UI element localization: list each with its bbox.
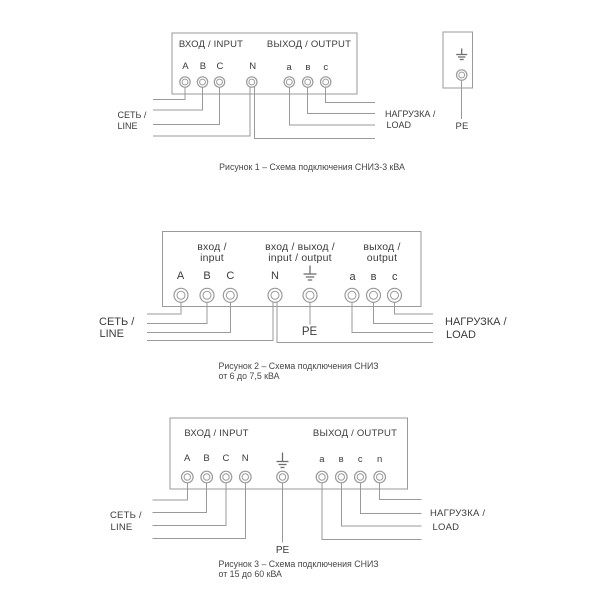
figure1-pe-box bbox=[443, 32, 473, 88]
f2-terminal-c-label: C bbox=[226, 270, 235, 282]
f2-wire-b-line bbox=[147, 302, 207, 323]
f2-terminal-b bbox=[200, 288, 214, 302]
f1-terminal-b bbox=[197, 77, 207, 87]
f1-output-header: ВЫХОД / OUTPUT bbox=[266, 39, 352, 50]
f3-input-header: ВХОД / INPUT bbox=[184, 427, 249, 439]
f3-terminal-c bbox=[220, 471, 232, 483]
f2-wire-b-out-load bbox=[374, 302, 434, 323]
f2-terminal-b-out-label: в bbox=[370, 271, 377, 283]
f3-load-label-ru: НАГРУЗКА / bbox=[430, 508, 486, 519]
f3-line-label-ru: СЕТЬ / bbox=[110, 509, 142, 521]
f1-terminal-a-out-label: а bbox=[286, 61, 293, 73]
f3-terminal-b bbox=[201, 471, 213, 483]
f3-terminal-a bbox=[182, 471, 194, 483]
f2-wire-a-line bbox=[147, 302, 181, 314]
f3-line-label-en: LINE bbox=[110, 521, 133, 533]
f1-terminal-c-out-label: с bbox=[323, 61, 329, 73]
f2-terminal-c bbox=[223, 288, 237, 302]
f3-terminal-a-out-label: а bbox=[319, 453, 325, 465]
f1-terminal-b-label: B bbox=[199, 60, 207, 72]
f1-wire-b-line bbox=[153, 87, 203, 110]
f3-terminal-n-out-label: n bbox=[376, 453, 383, 465]
f1-wire-b-out-load bbox=[308, 87, 375, 113]
f2-io-header-en: input / output bbox=[268, 251, 332, 264]
figure2-caption-line1: Рисунок 2 – Схема подключения СНИЗ bbox=[218, 360, 379, 371]
f2-io-header-ru: вход / выход / bbox=[265, 240, 335, 253]
f3-terminal-c-out bbox=[355, 471, 367, 483]
f2-output-header-en: output bbox=[366, 251, 398, 264]
f1-terminal-a bbox=[180, 77, 190, 87]
ground-icon bbox=[304, 266, 317, 281]
f3-terminal-b-out bbox=[336, 471, 348, 483]
f1-wire-a-line bbox=[153, 87, 185, 99]
f1-terminal-n bbox=[247, 77, 257, 87]
f3-terminal-a-label: A bbox=[184, 452, 191, 464]
f2-pe-label: PE bbox=[301, 325, 318, 338]
f1-wire-c-line bbox=[153, 87, 220, 124]
f3-wire-b-line bbox=[153, 483, 207, 513]
f3-terminal-a-out bbox=[316, 471, 328, 483]
f3-terminal-c-label: C bbox=[222, 452, 230, 464]
f2-line-label-en: LINE bbox=[99, 328, 124, 340]
f3-output-header: ВЫХОД / OUTPUT bbox=[312, 427, 398, 439]
f3-terminal-n-label: N bbox=[241, 452, 249, 464]
figure3-caption-line2: от 15 до 60 кВА bbox=[218, 568, 282, 579]
f2-load-label-ru: НАГРУЗКА / bbox=[445, 315, 507, 328]
f3-wire-n-line bbox=[153, 483, 246, 538]
f3-terminal-b-out-label: в bbox=[338, 453, 344, 465]
f1-load-label-ru: НАГРУЗКА / bbox=[385, 108, 436, 119]
f3-terminal-b-label: B bbox=[203, 452, 210, 464]
f2-terminal-b-label: B bbox=[203, 270, 211, 282]
f1-terminal-c-label: C bbox=[216, 60, 224, 72]
f3-wire-a-out-load bbox=[322, 483, 422, 539]
f1-terminal-c-out bbox=[321, 77, 331, 87]
f3-wire-n-out-load bbox=[380, 483, 422, 499]
f1-line-label-en: LINE bbox=[117, 120, 138, 131]
f3-load-label-en: LOAD bbox=[432, 521, 460, 533]
f1-terminal-b-out-label: в bbox=[305, 61, 311, 73]
f1-load-label-en: LOAD bbox=[386, 120, 412, 130]
f1-wire-n-load bbox=[255, 87, 376, 138]
f2-input-header-ru: вход / bbox=[197, 240, 227, 253]
f3-terminal-c-out-label: с bbox=[357, 453, 363, 465]
f1-terminal-n-label: N bbox=[249, 60, 257, 72]
f2-terminal-n-label: N bbox=[271, 270, 279, 282]
f2-output-header-ru: выход / bbox=[363, 240, 401, 253]
f2-line-label-ru: СЕТЬ / bbox=[99, 315, 135, 328]
f2-input-header-en: input bbox=[200, 251, 224, 264]
f3-pe-label: PE bbox=[275, 544, 290, 556]
f2-terminal-c-out bbox=[388, 288, 402, 302]
f1-terminal-b-out bbox=[303, 77, 313, 87]
f1-terminal-a-label: A bbox=[182, 60, 189, 72]
f2-terminal-n bbox=[268, 288, 282, 302]
f2-terminal-b-out bbox=[367, 288, 381, 302]
f2-terminal-a-label: A bbox=[176, 270, 185, 282]
f1-terminal-a-out bbox=[284, 77, 294, 87]
ground-icon bbox=[277, 453, 289, 468]
f3-terminal-n bbox=[240, 471, 252, 483]
f2-load-label-en: LOAD bbox=[446, 328, 476, 341]
f3-wire-c-out-load bbox=[360, 483, 421, 513]
f1-wire-c-out-load bbox=[326, 87, 375, 102]
f1-line-label-ru: СЕТЬ / bbox=[117, 109, 147, 120]
f2-terminal-a-out-label: а bbox=[349, 271, 356, 283]
f2-terminal-a-out bbox=[345, 288, 359, 302]
f2-wire-n-line bbox=[147, 302, 273, 340]
f3-terminal-n-out bbox=[374, 471, 386, 483]
figure1-caption: Рисунок 1 – Схема подключения СНИЗ-3 кВА bbox=[219, 161, 405, 172]
f2-wire-c-out-load bbox=[395, 302, 434, 314]
figure2-caption-line2: от 6 до 7,5 кВА bbox=[218, 370, 280, 381]
f1-terminal-c bbox=[214, 77, 224, 87]
ground-icon bbox=[456, 49, 467, 60]
f1-pe-label: PE bbox=[455, 120, 469, 132]
f1-input-header: ВХОД / INPUT bbox=[178, 39, 244, 50]
f1-wire-a-out-load bbox=[289, 87, 375, 125]
f3-terminal-pe bbox=[277, 471, 289, 483]
f2-terminal-a bbox=[174, 288, 188, 302]
f2-terminal-c-out-label: с bbox=[391, 271, 398, 283]
f1-terminal-pe bbox=[457, 70, 467, 80]
figure3-caption-line1: Рисунок 3 – Схема подключения СНИЗ bbox=[218, 558, 379, 569]
f2-terminal-pe bbox=[303, 288, 317, 302]
f2-wire-n-load bbox=[277, 302, 433, 343]
